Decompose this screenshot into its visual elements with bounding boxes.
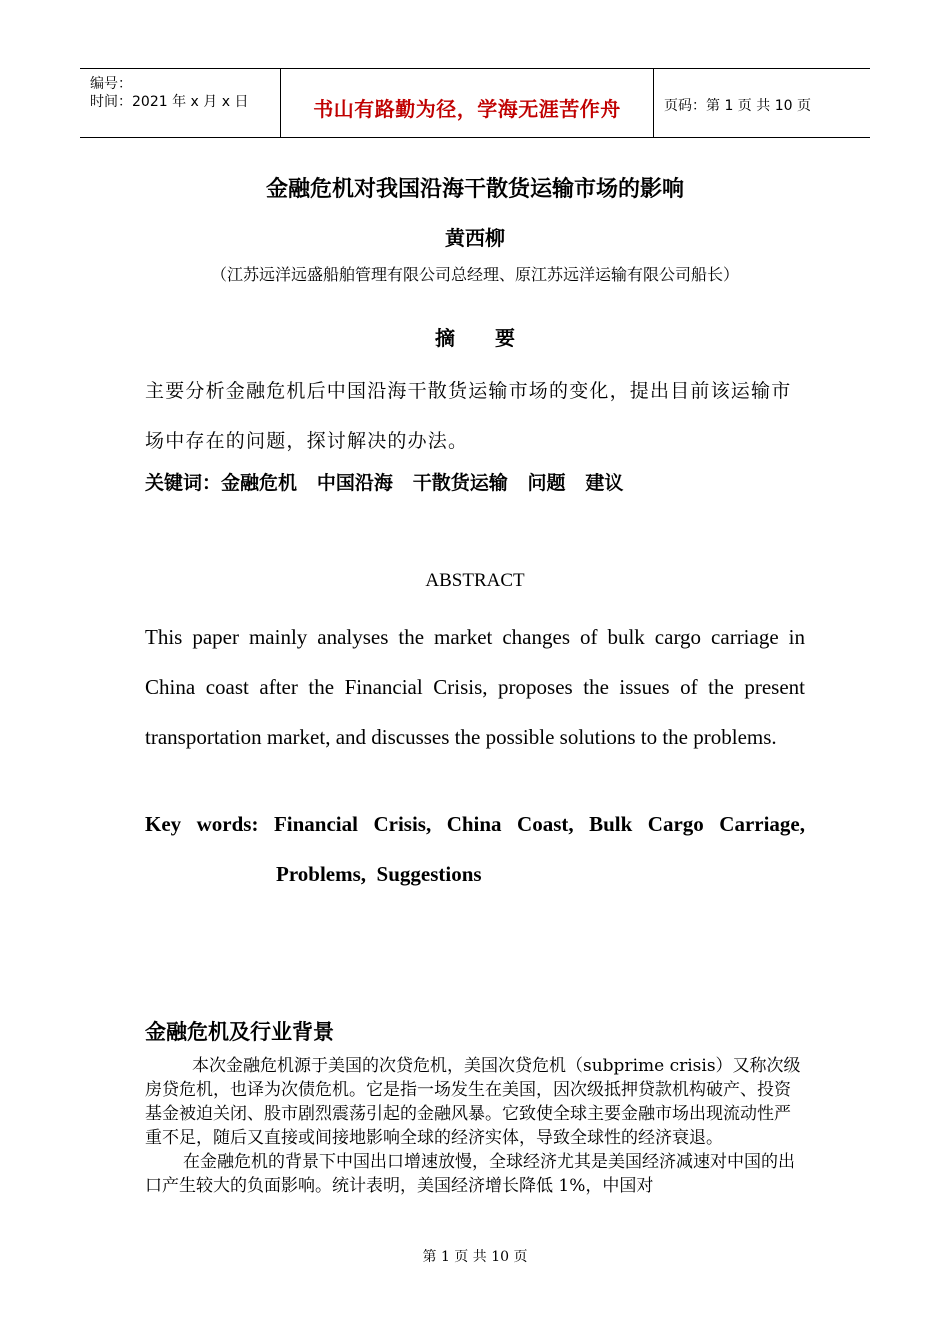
- header-table: [80, 68, 870, 138]
- abstract-heading: 摘要: [435, 326, 555, 350]
- time-label: 时间：2021 年 x 月 x 日: [90, 94, 249, 110]
- motto: 书山有路勤为径，学海无涯苦作舟: [313, 97, 621, 121]
- paragraph-2: 在金融危机的背景下中国出口增速放慢，全球经济尤其是美国经济减速对中国的出口产生较大的负面影响。统计表明，美国经济增长降低 1%，中国对: [145, 1152, 795, 1196]
- paragraph-1: 本次金融危机源于美国的次贷危机，美国次贷危机（subprime crisis）又称次级房贷危机，也译为次债危机。它是指一场发生在美国，因次级抵押贷款机构破产、投资基金被迫关闭、股市剧烈震荡引起的金融风暴。它致使全球主要金融市场出现流动性严重不足，随后又直接或间接地影响全球的经济实体，导致全球性的经济衰退。: [145, 1056, 801, 1148]
- keywords-zh: 关键词：金融危机 中国沿海 干散货运输 问题 建议: [145, 472, 624, 494]
- page-info: 页码：第 1 页 共 10 页: [664, 98, 811, 114]
- abstract-en: This paper mainly analyses the market changes of bulk cargo carriage in China coast after the Financial Crisis, proposes the issues of the present transportation market, and discusses the possible solutions to the problems.: [145, 625, 805, 749]
- abstract-en-heading: ABSTRACT: [425, 570, 525, 591]
- body-text: [145, 1054, 805, 1198]
- keywords-en-line2: Problems, Suggestions: [276, 862, 482, 886]
- keywords-en-line1: Key words: Financial Crisis, China Coast, Bulk Cargo Carriage,: [145, 812, 805, 836]
- header-motto-cell: [280, 69, 654, 137]
- document-title: 金融危机对我国沿海干散货运输市场的影响: [265, 177, 684, 202]
- author-name: 黄西柳: [445, 226, 505, 250]
- code-label: 编号：: [90, 76, 132, 92]
- header-left-cell: [80, 69, 280, 137]
- section-heading: 金融危机及行业背景: [145, 1020, 334, 1044]
- author-affiliation: （江苏远洋远盛船舶管理有限公司总经理、原江苏远洋运输有限公司船长）: [210, 265, 739, 284]
- page-footer: 第 1 页 共 10 页: [422, 1249, 528, 1265]
- abstract-zh: 主要分析金融危机后中国沿海干散货运输市场的变化，提出目前该运输市场中存在的问题，探讨解决的办法。: [145, 380, 792, 452]
- header-page-cell: [654, 69, 870, 137]
